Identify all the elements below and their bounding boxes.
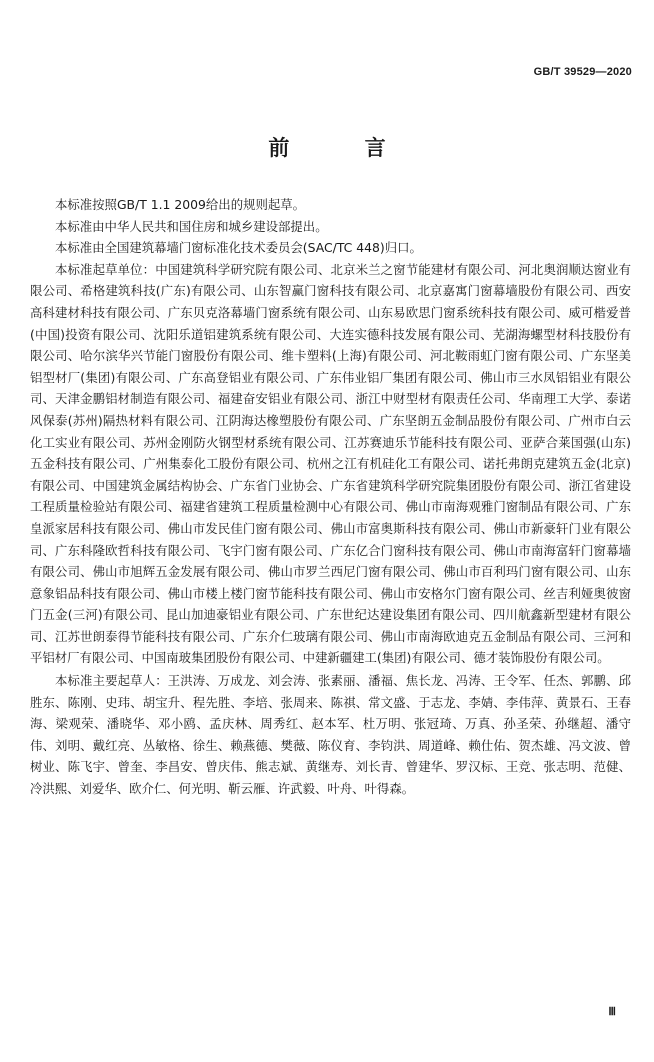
standard-code: GB/T 39529—2020 bbox=[533, 66, 632, 78]
paragraph-proposer: 本标准由中华人民共和国住房和城乡建设部提出。 bbox=[55, 218, 328, 234]
page-number: Ⅲ bbox=[608, 1006, 616, 1018]
page-title: 前 言 bbox=[268, 136, 420, 160]
paragraph-drafting-rules: 本标准按照GB/T 1.1 2009给出的规则起草。 bbox=[55, 197, 306, 212]
paragraph-technical-committee: 本标准由全国建筑幕墙门窗标准化技术委员会(SAC/TC 448)归口。 bbox=[55, 240, 422, 256]
document-body bbox=[30, 194, 631, 800]
paragraph-drafting-units: 本标准起草单位：中国建筑科学研究院有限公司、北京米兰之窗节能建材有限公司、河北奥润顺达窗业有限公司、希格建筑科技(广东)有限公司、山东智赢门窗科技有限公司、北京嘉寓门窗幕墙股份有限公司、西安高科建材科技有限公司、广东贝克洛幕墙门窗系统有限公司、山东易欧思门窗系统科技有限公司、威可楷爱普(中国)投资有限公司、沈阳乐道铝建筑系统有限公司、大连实德科技发展有限公司、芜湖海螺型材科技股份有限公司、哈尔滨华兴节能门窗股份有限公司、维卡塑料(上海)有限公司、河北鞍雨虹门窗有限公司、广东坚美铝型材厂(集团)有限公司、广东高登铝业有限公司、广东伟业铝厂集团有限公司、佛山市三水凤铝铝业有限公司、天津金鹏铝材制造有限公司、福建奋安铝业有限公司、浙江中财型材有限责任公司、华南理工大学、泰诺风保泰(苏州)隔热材料有限公司、江阴海达橡塑股份有限公司、广东坚朗五金制品股份有限公司、广州市白云化工实业有限公司、苏州金刚防火钢型材系统有限公司、江苏赛迪乐节能科技有限公司、亚萨合莱国强(山东)五金科技有限公司、广州集泰化工股份有限公司、杭州之江有机硅化工有限公司、诺托弗朗克建筑五金(北京)有限公司、中国建筑金属结构协会、广东省门业协会、广东省建筑科学研究院集团股份有限公司、浙江省建设工程质量检验站有限公司、福建省建筑工程质量检测中心有限公司、佛山市南海观雅门窗制品有限公司、广东皇派家居科技有限公司、佛山市发民佳门窗有限公司、佛山市富奥斯科技有限公司、佛山市新豪轩门业有限公司、广东科隆欧哲科技有限公司、飞宇门窗有限公司、广东亿合门窗科技有限公司、佛山市南海富轩门窗幕墙有限公司、佛山市旭辉五金发展有限公司、佛山市罗兰西尼门窗有限公司、佛山市百利玛门窗有限公司、山东意象铝品科技有限公司、佛山市楼上楼门窗节能科技有限公司、佛山市安格尔门窗有限公司、丝吉利娅奥彼窗门五金(三河)有限公司、昆山加迪豪铝业有限公司、广东世纪达建设集团有限公司、四川航鑫新型建材有限公司、江苏世朗泰得节能科技有限公司、广东介仁玻璃有限公司、佛山市南海欧迪克五金制品有限公司、三河和平铝材厂有限公司、中国南玻集团股份有限公司、中建新疆建工(集团)有限公司、德才装饰股份有限公司。 bbox=[30, 261, 631, 666]
paragraph-drafters: 本标准主要起草人：王洪涛、万成龙、刘会涛、张素丽、潘福、焦长龙、冯涛、王令军、任杰、郭鹏、邱胜东、陈刚、史玮、胡宝升、程先胜、李培、张周来、陈祺、常文盛、于志龙、李婧、李伟萍、黄景石、王春海、梁观荣、潘晓华、邓小鸥、孟庆林、周秀红、赵本军、杜万明、张冠琦、万真、孙圣荣、孙继超、潘守伟、刘明、戴红亮、丛敏格、徐生、赖燕德、樊薇、陈仪育、李钧洪、周道峰、赖仕佑、贺杰雄、冯文波、曾树业、陈飞宇、曾奎、李昌安、曾庆伟、熊志斌、黄继寿、刘长青、曾建华、罗汉标、王竞、张志明、范健、冷洪熙、刘爱华、欧介仁、何光明、靳云雁、许武毅、叶舟、叶得森。 bbox=[30, 673, 631, 797]
